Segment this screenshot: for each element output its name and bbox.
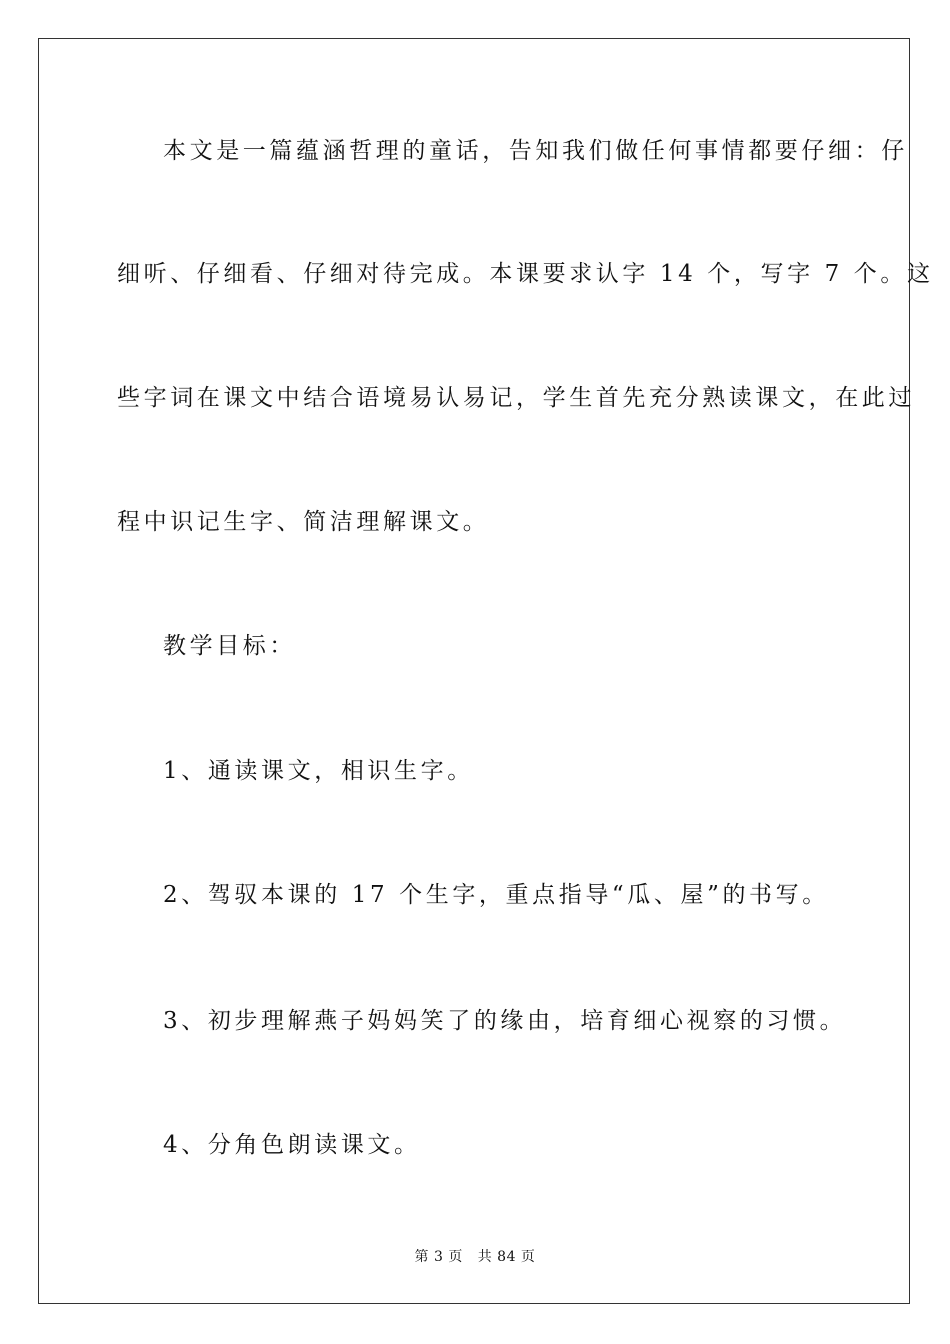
- page-border: [38, 38, 934, 1304]
- paragraph-line: 程中识记生字、简洁理解课文。: [117, 509, 490, 535]
- objectives-heading: 教学目标：: [163, 633, 296, 659]
- paragraph-line: 细听、仔细看、仔细对待完成。本课要求认字 14 个，写字 7 个。这: [117, 261, 934, 287]
- page-number: 第 3 页: [414, 1249, 463, 1265]
- paragraph-line: 些字词在课文中结合语境易认易记，学生首先充分熟读课文，在此过: [117, 385, 915, 411]
- page-total: 共 84 页: [477, 1249, 536, 1265]
- objective-item: 4、分角色朗读课文。: [163, 1132, 421, 1158]
- objective-item: 3、初步理解燕子妈妈笑了的缘由，培育细心视察的习惯。: [163, 1008, 847, 1034]
- objective-item: 2、驾驭本课的 17 个生字，重点指导“瓜、屋”的书写。: [163, 882, 829, 908]
- paragraph-line: 本文是一篇蕴涵哲理的童话，告知我们做任何事情都要仔细：仔: [163, 138, 908, 164]
- objective-item: 1、通读课文，相识生字。: [163, 758, 474, 784]
- page-footer: [0, 1247, 950, 1267]
